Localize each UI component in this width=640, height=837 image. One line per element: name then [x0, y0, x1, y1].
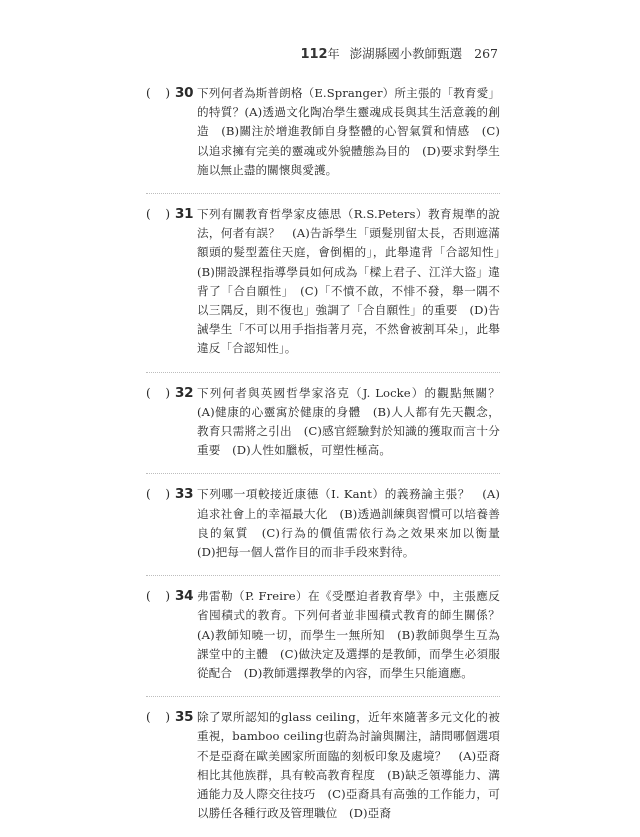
question-text: 下列何者與英國哲學家洛克（J. Locke）的觀點無關？ (A)健康的心靈寓於健康的身體 (B)人人都有先天觀念，教育只需將之引出 (C)感官經驗對於知識的獲取而言十分重要 (D)人性如臘板，可塑性極高。 — [197, 385, 512, 458]
question-list — [146, 84, 512, 837]
page-header — [300, 44, 498, 62]
question-31 — [146, 205, 512, 359]
answer-blank — [146, 84, 170, 103]
question-number: 35 — [175, 709, 194, 726]
page-number: 267 — [474, 46, 498, 61]
paren-open: ( — [146, 710, 151, 725]
question-text: 弗雷勒（P. Freire）在《受壓迫者教育學》中，主張應反省囤積式的教育。下列何者並非囤積式教育的師生關係？ (A)教師知曉一切，而學生一無所知 (B)教師與學生互為課堂中的主體 (C)做決定及選擇的是教師，而學生必須服從配合 (D)教師選擇教學的內容，而學生只能適應。 — [197, 589, 512, 681]
paren-open: ( — [146, 385, 151, 400]
paren-close: ) — [165, 487, 170, 502]
paren-close: ) — [165, 86, 170, 100]
question-text: 下列哪一項較接近康德（I. Kant）的義務論主張？ (A)追求社會上的幸福最大化 (B)透過訓練與習慣可以培養善良的氣質 (C)行為的價值需依行為之效果來加以衡量 (D)把每一個人當作目的而非手段來對待。 — [197, 487, 512, 560]
divider — [146, 696, 500, 697]
question-text: 除了眾所認知的glass ceiling，近年來隨著多元文化的被重視，bamboo ceiling也蔚為討論與關注，請問哪個選項不是亞裔在歐美國家所面臨的刻板印象及處境？ (A)亞裔相比其他族群，具有較高教育程度 (B)缺乏領導能力、溝通能力及人際交往技巧 (C)亞裔具有高強的工作能力，可以勝任各種行政及管理職位 (D)亞裔 — [197, 710, 500, 821]
paren-close: ) — [165, 207, 170, 222]
answer-blank — [146, 485, 170, 504]
question-34 — [146, 587, 512, 683]
paren-open: ( — [146, 589, 151, 604]
paren-close: ) — [165, 385, 170, 400]
divider — [146, 372, 500, 373]
question-35 — [146, 708, 500, 823]
question-number: 32 — [175, 384, 194, 401]
paren-close: ) — [165, 710, 170, 725]
header-year: 112 — [300, 47, 328, 62]
question-number: 34 — [175, 588, 194, 605]
answer-blank — [146, 205, 170, 224]
divider — [146, 193, 500, 194]
question-number: 33 — [175, 486, 194, 503]
question-text: 下列有關教育哲學家皮德思（R.S.Peters）教育規準的說法，何者有誤？ (A)告訴學生「頭髮別留太長，否則遮滿額頭的髮型蓋住天庭，會倒楣的」，此舉違背「合認知性」 (B)開設課程指導學員如何成為「樑上君子、江洋大盜」違背了「合自願性」 (C)「不憤不啟，不悱不發，舉一隅不以三隅反，則不復也」強調了「合自願性」的重要 (D)告誡學生「不可以用手指指著月亮，不然會被割耳朵」，此舉違反「合認知性」。 — [197, 207, 512, 356]
paren-open: ( — [146, 487, 151, 502]
question-30 — [146, 84, 500, 180]
question-number: 31 — [175, 206, 194, 223]
question-text: 下列何者為斯普朗格（E.Spranger）所主張的「教育愛」的特質？(A)透過文化陶冶學生靈魂成長與其生活意義的創造 (B)關注於增進教師自身整體的心智氣質和情感 (C)以追求擁有完美的靈魂或外貌體態為目的 (D)要求對學生施以無止盡的關懷與愛護。 — [197, 86, 500, 177]
header-title: 澎湖縣國小教師甄選 — [349, 46, 463, 61]
answer-blank — [146, 384, 170, 403]
paren-open: ( — [146, 207, 151, 222]
question-32 — [146, 384, 512, 461]
paren-open: ( — [146, 86, 151, 100]
question-33 — [146, 485, 512, 562]
question-number: 30 — [175, 85, 194, 101]
divider — [146, 575, 500, 576]
divider — [146, 473, 500, 474]
answer-blank — [146, 708, 170, 727]
header-year-suffix: 年 — [327, 47, 340, 61]
answer-blank — [146, 587, 170, 606]
paren-close: ) — [165, 589, 170, 604]
